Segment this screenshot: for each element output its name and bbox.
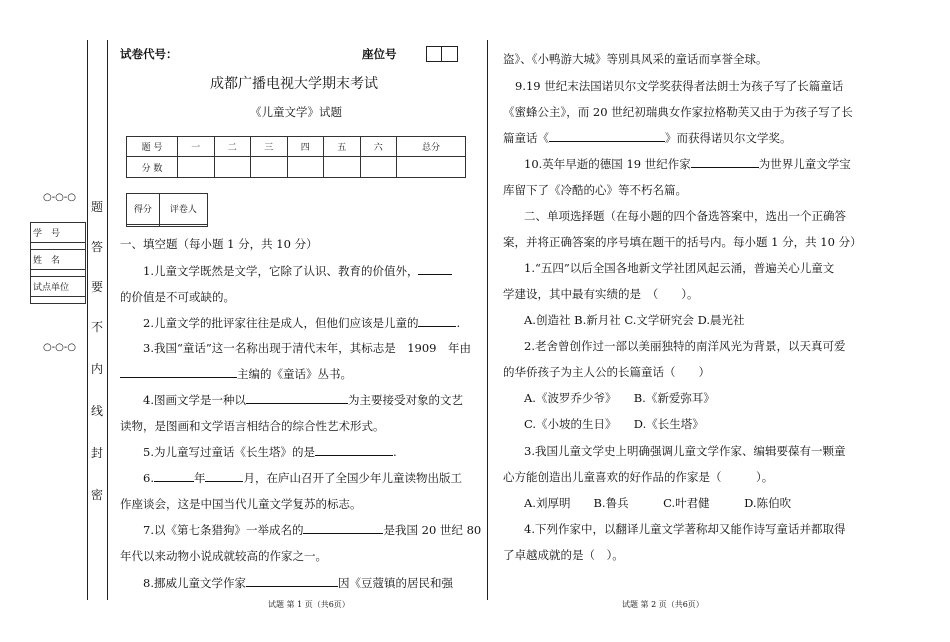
answer-blank[interactable] <box>154 470 194 482</box>
question-text: 库留下了《冷酷的心》等不朽名篇。 <box>503 183 687 197</box>
binding-char: 题 <box>90 200 103 214</box>
score-cell <box>360 157 397 178</box>
score-header-cell: 题 号 <box>127 137 178 157</box>
answer-blank[interactable] <box>549 130 587 142</box>
page-footer: 试题 第 2 页（共6页） <box>622 600 704 609</box>
binding-char: 线 <box>90 404 103 418</box>
question-text: 2.儿童文学的批评家往往是成人，但他们应该是儿童的 . <box>143 316 461 330</box>
score-header-cell: 五 <box>324 137 361 157</box>
q9-text: 篇童话《 <box>503 131 549 145</box>
paper-code-label: 试卷代号： <box>120 47 178 61</box>
question-text: 1.“五四”以后全国各地新文学社团风起云涌，普遍关心儿童文 <box>524 261 835 275</box>
binding-char: 答 <box>90 240 103 254</box>
binding-char: 内 <box>90 362 103 376</box>
answer-blank[interactable] <box>418 263 452 275</box>
answer-blank[interactable] <box>691 156 713 168</box>
question-text: 3.我国“童话”这一名称出现于清代末年，其标志是 1909 年由 <box>143 341 471 355</box>
question-text: 学建设，其中最有实绩的是 （ ）。 <box>503 287 699 301</box>
question-text: 的华侨孩子为主人公的长篇童话（ ） <box>503 365 710 379</box>
grader-header: 评卷人 <box>159 194 207 225</box>
question-text: 3.我国儿童文学史上明确强调儿童文学作家、编辑要葆有一颗童 <box>524 444 846 458</box>
score-header-cell: 六 <box>360 137 397 157</box>
grader-cell <box>127 224 160 226</box>
score-cell <box>178 157 215 178</box>
student-name-label: 姓 名 <box>31 250 86 270</box>
gap-cell <box>31 270 86 277</box>
q4-text: 4.图画文学是一种以 <box>143 393 246 407</box>
question-text: 年代以来动物小说成就较高的作家之一。 <box>120 549 327 563</box>
exam-subtitle: 《儿童文学》试题 <box>250 105 342 119</box>
grader-cell <box>159 224 207 226</box>
score-header-cell: 总分 <box>397 137 466 157</box>
question-text: 2.老舍曾创作过一部以美丽独特的南洋风光为背景，以天真可爱 <box>524 339 846 353</box>
q10-text: 10.英年早逝的德国 19 世纪作家 <box>524 157 691 171</box>
question-text: 作座谈会，这是中国当代儿童文学复苏的标志。 <box>120 497 362 511</box>
q9-text: 》而获得诺贝尔文学奖。 <box>665 131 792 145</box>
question-text: 《蜜蜂公主》，而 20 世纪初瑞典女作家拉格勒芙又由于为孩子写了长 <box>503 105 853 119</box>
answer-blank[interactable] <box>343 522 383 534</box>
q2-text: 2.儿童文学的批评家往往是成人，但他们应该是儿童的 <box>143 316 419 330</box>
binding-vertical-text <box>90 0 104 642</box>
answer-blank[interactable] <box>587 130 665 142</box>
binding-char: 不 <box>90 320 103 334</box>
q5-text: 5.为儿童写过童话《长生塔》的是 <box>143 445 315 459</box>
question-text: 4.下列作家中，以翻译儿童文学著称却又能作诗写童话并都取得 <box>524 522 846 536</box>
question-text <box>143 392 463 408</box>
question-text <box>143 522 481 538</box>
q6-text: 年 <box>193 471 206 485</box>
question-text <box>143 470 462 486</box>
section-fill-blank-heading: 一、填空题（每小题 1 分，共 10 分） <box>120 237 318 251</box>
score-header-cell: 二 <box>214 137 251 157</box>
binding-marker-top: ○-○-○ <box>43 192 76 203</box>
page-divider <box>487 40 488 600</box>
page-footer: 试题 第 1 页（共6页） <box>268 600 350 609</box>
student-info-table <box>30 222 86 304</box>
q1-text: 1.儿童文学既然是文学，它除了认识、教育的价值外， <box>143 264 419 278</box>
binding-marker-bottom: ○-○-○ <box>43 342 76 353</box>
answer-blank[interactable] <box>418 315 456 327</box>
answer-blank[interactable] <box>308 392 348 404</box>
choice-options: A.《波罗乔少爷》 B.《新爱弥耳》 <box>524 391 715 405</box>
answer-blank[interactable] <box>120 366 155 378</box>
question-text <box>143 263 452 279</box>
choice-options: C.《小坡的生日》 D.《长生塔》 <box>524 417 704 431</box>
section-choice-heading: 案，并将正确答案的序号填在题干的括号内。每小题 1 分，共 10 分） <box>503 235 862 249</box>
question-text <box>120 366 352 382</box>
score-cell <box>214 157 251 178</box>
gap-cell <box>31 297 86 304</box>
score-header-cell: 四 <box>287 137 324 157</box>
score-cell <box>287 157 324 178</box>
answer-blank[interactable] <box>303 522 343 534</box>
q6-text: 6. <box>143 471 154 485</box>
q7-text: 7.以《第七条猎狗》一举成名的 <box>143 523 304 537</box>
question-text: 了卓越成就的是（ ）。 <box>503 548 624 562</box>
question-text: 盗》、《小鸭游大城》等別具风采的童话而享誉全球。 <box>503 52 768 66</box>
answer-blank[interactable] <box>315 444 353 456</box>
student-id-label: 学 号 <box>31 223 86 243</box>
q3-text: 主编的《童话》丛书。 <box>237 367 352 381</box>
score-cell <box>397 157 466 178</box>
question-text: 5.为儿童写过童话《长生塔》的是 . <box>143 445 397 459</box>
binding-char: 封 <box>90 446 103 460</box>
score-header-cell: 一 <box>178 137 215 157</box>
question-text <box>524 156 851 172</box>
q10-text: 为世界儿童文学宝 <box>758 157 851 171</box>
seat-number-boxes[interactable] <box>426 46 458 62</box>
test-site-label: 试点单位 <box>31 277 86 297</box>
binding-char: 密 <box>90 488 103 502</box>
answer-blank[interactable] <box>282 575 338 587</box>
q8-text: 因《豆蔻镇的居民和强 <box>337 576 453 590</box>
answer-blank[interactable] <box>713 156 759 168</box>
binding-line-right <box>107 40 108 600</box>
score-table <box>126 136 466 178</box>
question-text: 心方能创造出儿童喜欢的好作品的作家是（ ）。 <box>503 470 774 484</box>
gap-cell <box>31 243 86 250</box>
score-cell <box>324 157 361 178</box>
grader-table <box>126 193 208 227</box>
q6-text: 月，在庐山召开了全国少年儿童读物出版工 <box>243 471 462 485</box>
grader-header: 得分 <box>127 194 160 225</box>
score-header-cell: 三 <box>251 137 288 157</box>
choice-options: A.刘厚明 B.鲁兵 C.叶君健 D.陈伯吹 <box>524 496 792 510</box>
question-text <box>143 575 453 591</box>
question-text: 读物，是图画和文学语言相结合的综合性艺术形式。 <box>120 419 385 433</box>
q4-text: 为主要接受对象的文艺 <box>347 393 463 407</box>
choice-options: A.创造社 B.新月社 C.文学研究会 D.晨光社 <box>524 313 745 327</box>
answer-blank[interactable] <box>246 575 282 587</box>
answer-blank[interactable] <box>246 392 308 404</box>
score-cell <box>251 157 288 178</box>
answer-blank[interactable] <box>155 366 237 378</box>
q7-text: 是我国 20 世纪 80 <box>383 523 482 537</box>
q8-text: 8.挪威儿童文学作家 <box>143 576 246 590</box>
answer-blank[interactable] <box>353 444 393 456</box>
question-text: 的价值是不可或缺的。 <box>120 290 235 304</box>
question-text: 9.19 世纪末法国诺贝尔文学奖获得者法朗士为孩子写了长篇童话 <box>515 79 844 93</box>
seat-number-label: 座位号 <box>362 47 397 61</box>
score-row-label: 分 数 <box>127 157 178 178</box>
section-choice-heading: 二、单项选择题（在每小题的四个备选答案中，选出一个正确答 <box>524 209 846 223</box>
exam-title: 成都广播电视大学期末考试 <box>210 76 378 92</box>
binding-char: 要 <box>90 280 103 294</box>
binding-line-left <box>87 40 88 600</box>
question-text <box>503 130 792 146</box>
answer-blank[interactable] <box>205 470 243 482</box>
